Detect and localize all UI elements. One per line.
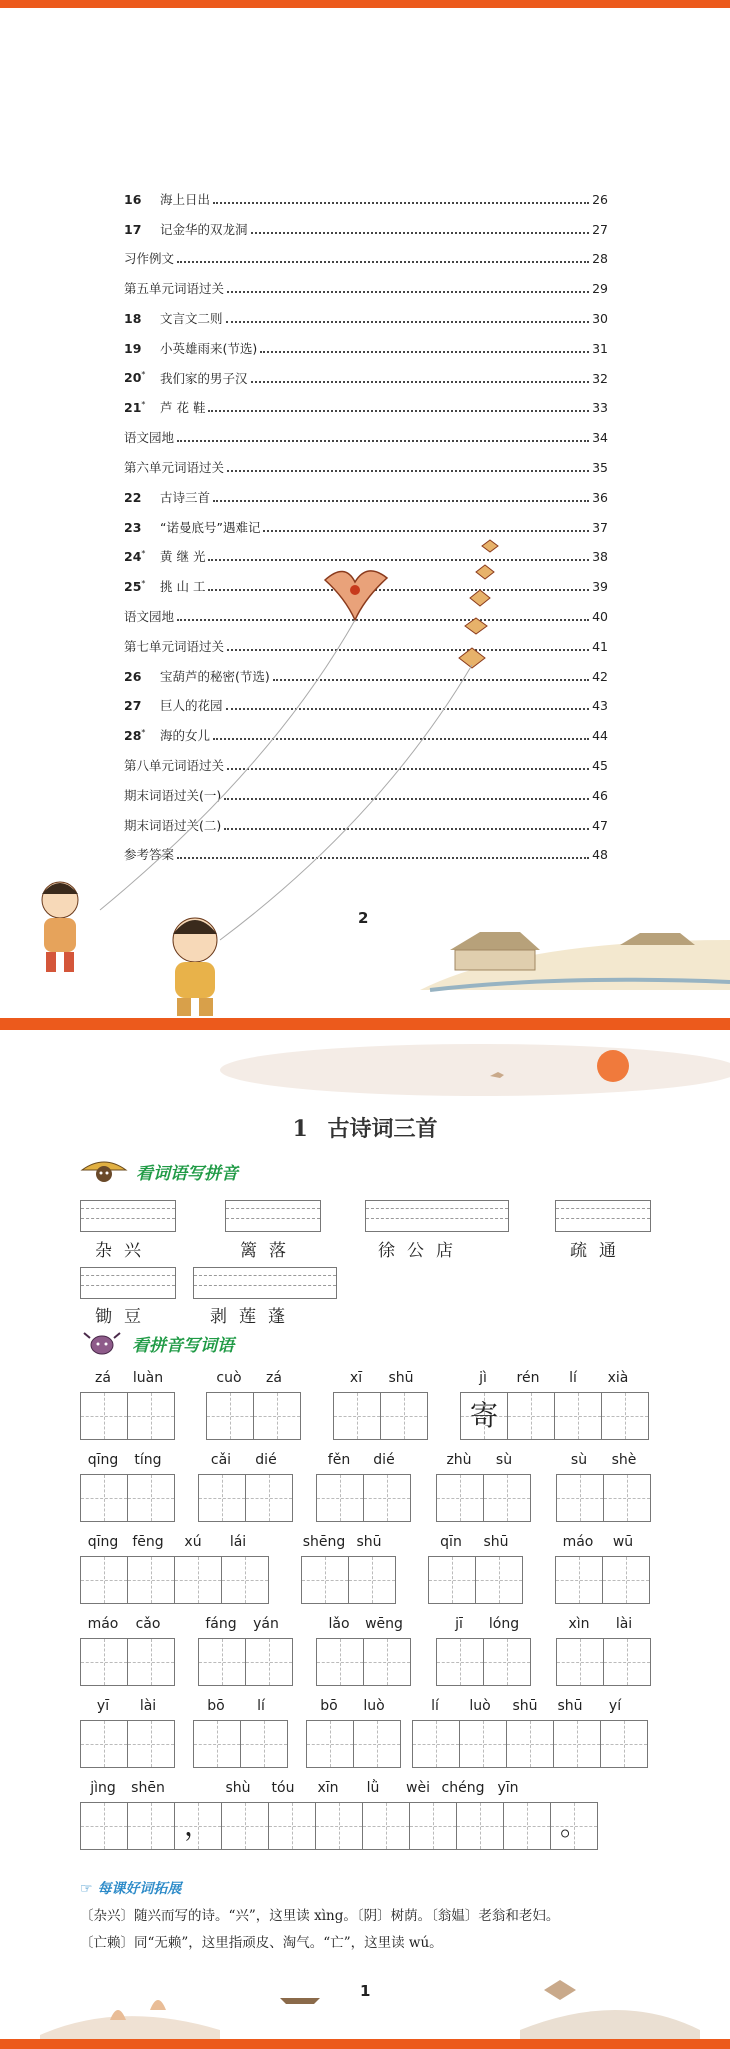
character-writing-cell[interactable] bbox=[198, 1638, 246, 1686]
pinyin-label: sù bbox=[570, 1452, 588, 1468]
character-writing-cell[interactable] bbox=[333, 1392, 381, 1440]
character-writing-cell[interactable]: 寄 bbox=[460, 1392, 508, 1440]
character-writing-cell[interactable] bbox=[348, 1556, 396, 1604]
top-border bbox=[0, 0, 730, 8]
pinyin-label: lí bbox=[257, 1698, 265, 1714]
toc-entry-page: 48 bbox=[592, 847, 608, 863]
toc-leader-dots bbox=[251, 232, 589, 234]
header-decoration bbox=[0, 1030, 730, 1100]
toc-entry-title: 小英雄雨来(节选) bbox=[160, 340, 258, 356]
toc-entry-page: 38 bbox=[592, 549, 608, 565]
toc-entry-title: 期末词语过关(一) bbox=[124, 787, 222, 803]
character-writing-cell[interactable] bbox=[601, 1392, 649, 1440]
character-writing-cell[interactable] bbox=[316, 1638, 364, 1686]
toc-entry-title: 语文园地 bbox=[124, 430, 175, 446]
footer-decoration bbox=[0, 1960, 730, 2040]
toc-entry-page: 45 bbox=[592, 757, 608, 773]
pinyin-label: xú bbox=[184, 1534, 202, 1550]
character-writing-cell[interactable] bbox=[363, 1638, 411, 1686]
toc-entry-title: 我们家的男子汉 bbox=[160, 370, 248, 386]
pinyin-label: rén bbox=[516, 1370, 540, 1386]
toc-leader-dots bbox=[213, 500, 589, 502]
vocab-word: 杂兴 bbox=[95, 1241, 153, 1261]
boat-icon bbox=[280, 1998, 320, 2004]
lesson-title-text: 古诗词三首 bbox=[327, 1116, 438, 1142]
toc-entry-title: 黄 继 光 bbox=[160, 549, 206, 565]
vocab-word: 锄豆 bbox=[95, 1307, 153, 1327]
pavilion-icon bbox=[544, 1980, 576, 2000]
toc-entry-page: 28 bbox=[592, 251, 608, 267]
section-title: 看拼音写词语 bbox=[132, 1335, 234, 1356]
character-writing-cell[interactable] bbox=[80, 1802, 128, 1850]
toc-entry-page: 46 bbox=[592, 787, 608, 803]
toc-entry[interactable] bbox=[124, 297, 608, 327]
toc-entry-page: 42 bbox=[592, 668, 608, 684]
toc-entry-number: 17 bbox=[124, 221, 142, 237]
toc-entry-page: 43 bbox=[592, 698, 608, 714]
character-writing-cell[interactable] bbox=[506, 1720, 554, 1768]
toc-entry-number: 25* bbox=[124, 579, 146, 595]
character-writing-cell[interactable] bbox=[409, 1802, 457, 1850]
character-writing-cell[interactable] bbox=[245, 1638, 293, 1686]
optional-star-icon: * bbox=[141, 370, 146, 380]
toc-entry[interactable] bbox=[124, 238, 608, 268]
toc-entry[interactable] bbox=[124, 446, 608, 476]
character-writing-cell[interactable] bbox=[221, 1802, 269, 1850]
character-writing-cell[interactable]: 。 bbox=[550, 1802, 598, 1850]
toc-entry-title: 芦 花 鞋 bbox=[160, 400, 206, 416]
kite-icon bbox=[325, 571, 387, 620]
toc-entry-title: 海的女儿 bbox=[160, 728, 211, 744]
pinyin-label: qīn bbox=[440, 1534, 462, 1550]
character-writing-cell[interactable] bbox=[507, 1392, 555, 1440]
toc-entry-title: 宝葫芦的秘密(节选) bbox=[160, 668, 270, 684]
lesson-page bbox=[0, 1030, 730, 2049]
pinyin-label: jì bbox=[479, 1370, 487, 1386]
toc-entry[interactable] bbox=[124, 357, 608, 387]
toc-entry-title: 第六单元词语过关 bbox=[124, 459, 225, 475]
toc-entry-title: 第八单元词语过关 bbox=[124, 757, 225, 773]
optional-star-icon: * bbox=[141, 727, 146, 737]
pinyin-label: shēn bbox=[131, 1780, 165, 1796]
pinyin-answer-box[interactable] bbox=[80, 1267, 176, 1299]
pinyin-label: lǎo bbox=[328, 1616, 350, 1632]
pinyin-answer-box[interactable] bbox=[193, 1267, 337, 1299]
toc-entry-number: 26 bbox=[124, 668, 142, 684]
character-writing-cell[interactable] bbox=[193, 1720, 241, 1768]
toc-entry[interactable] bbox=[124, 416, 608, 446]
character-writing-cell[interactable] bbox=[127, 1556, 175, 1604]
pinyin-label: xìn bbox=[568, 1616, 590, 1632]
pinyin-label: jī bbox=[455, 1616, 463, 1632]
toc-entry-title: 古诗三首 bbox=[160, 489, 211, 505]
character-writing-cell[interactable] bbox=[80, 1720, 128, 1768]
pinyin-label: lí bbox=[569, 1370, 577, 1386]
character-writing-cell[interactable] bbox=[600, 1720, 648, 1768]
toc-entry-page: 33 bbox=[592, 400, 608, 416]
kite-chain-icon bbox=[459, 540, 498, 668]
page-number: 2 bbox=[358, 909, 369, 927]
pinyin-label: lái bbox=[229, 1534, 247, 1550]
toc-entry-number: 19 bbox=[124, 340, 142, 356]
pinyin-label: lài bbox=[615, 1616, 633, 1632]
character-writing-cell[interactable] bbox=[127, 1802, 175, 1850]
toc-entry-title: 巨人的花园 bbox=[160, 698, 223, 714]
pinyin-label: fēng bbox=[132, 1534, 164, 1550]
toc-entry[interactable] bbox=[124, 387, 608, 417]
toc-entry-page: 37 bbox=[592, 519, 608, 535]
pinyin-label: shū bbox=[356, 1534, 382, 1550]
character-writing-cell[interactable] bbox=[603, 1638, 651, 1686]
vocab-extension-line: 〔亡赖〕同“无赖”，这里指顽皮、淘气。“亡”，这里读 wú。 bbox=[80, 1935, 443, 1951]
toc-entry-title: 第七单元词语过关 bbox=[124, 638, 225, 654]
pinyin-label: qīng bbox=[87, 1452, 119, 1468]
character-writing-cell[interactable] bbox=[602, 1556, 650, 1604]
character-writing-cell[interactable] bbox=[253, 1392, 301, 1440]
character-writing-cell[interactable] bbox=[240, 1720, 288, 1768]
character-writing-cell[interactable] bbox=[268, 1802, 316, 1850]
pinyin-label: lóng bbox=[488, 1616, 520, 1632]
pinyin-label: wū bbox=[612, 1534, 634, 1550]
pinyin-answer-box[interactable] bbox=[555, 1200, 651, 1232]
character-writing-cell[interactable] bbox=[436, 1474, 484, 1522]
toc-leader-dots bbox=[208, 410, 589, 412]
pinyin-label: shè bbox=[611, 1452, 637, 1468]
character-writing-cell[interactable] bbox=[555, 1556, 603, 1604]
pinyin-label: dié bbox=[255, 1452, 277, 1468]
pinyin-label: qīng bbox=[87, 1534, 119, 1550]
toc-entry-page: 40 bbox=[592, 608, 608, 624]
toc-entry-number: 24* bbox=[124, 549, 146, 565]
toc-leader-dots bbox=[251, 381, 589, 383]
vocab-word: 剥莲蓬 bbox=[210, 1307, 297, 1327]
pinyin-label: cǎi bbox=[210, 1452, 232, 1468]
toc-entry-title: 文言文二则 bbox=[160, 310, 223, 326]
page-number: 1 bbox=[360, 1982, 371, 2000]
character-writing-cell[interactable] bbox=[363, 1474, 411, 1522]
sun-icon bbox=[597, 1050, 629, 1082]
pinyin-label: bō bbox=[207, 1698, 225, 1714]
toc-entry-page: 39 bbox=[592, 579, 608, 595]
character-writing-cell[interactable] bbox=[127, 1474, 175, 1522]
pinyin-label: dié bbox=[373, 1452, 395, 1468]
toc-leader-dots bbox=[213, 202, 589, 204]
character-writing-cell[interactable] bbox=[198, 1474, 246, 1522]
pinyin-label: bō bbox=[320, 1698, 338, 1714]
character-writing-cell[interactable] bbox=[556, 1474, 604, 1522]
pinyin-label: shū bbox=[557, 1698, 583, 1714]
vocab-word: 疏通 bbox=[570, 1241, 628, 1261]
vocab-word: 篱落 bbox=[240, 1241, 298, 1261]
pinyin-label: shù bbox=[225, 1780, 251, 1796]
character-writing-cell[interactable]: ， bbox=[174, 1802, 222, 1850]
character-writing-cell[interactable] bbox=[456, 1802, 504, 1850]
toc-entry-number: 28* bbox=[124, 727, 146, 744]
character-writing-cell[interactable] bbox=[206, 1392, 254, 1440]
character-writing-cell[interactable] bbox=[221, 1556, 269, 1604]
pinyin-label: lǜ bbox=[366, 1780, 380, 1796]
character-writing-cell[interactable] bbox=[380, 1392, 428, 1440]
toc-entry-title: “诺曼底号”遇难记 bbox=[160, 519, 261, 535]
toc-entry-number: 18 bbox=[124, 310, 142, 326]
pinyin-label: tóu bbox=[271, 1780, 295, 1796]
character-writing-cell[interactable] bbox=[80, 1638, 128, 1686]
vocab-extension-title: ☞ 每课好词拓展 bbox=[80, 1881, 182, 1897]
toc-entry[interactable] bbox=[124, 208, 608, 238]
vocab-word: 徐公店 bbox=[378, 1241, 465, 1261]
pinyin-answer-box[interactable] bbox=[365, 1200, 509, 1232]
toc-entry-title: 语文园地 bbox=[124, 608, 175, 624]
pinyin-label: shēng bbox=[302, 1534, 346, 1550]
pinyin-label: sù bbox=[495, 1452, 513, 1468]
bottom-border bbox=[0, 2039, 730, 2049]
optional-star-icon: * bbox=[141, 400, 146, 410]
character-writing-cell[interactable] bbox=[80, 1474, 128, 1522]
section-header-write-pinyin bbox=[80, 1158, 238, 1184]
toc-entry[interactable] bbox=[124, 476, 608, 506]
character-writing-cell[interactable] bbox=[127, 1392, 175, 1440]
character-writing-cell[interactable] bbox=[127, 1638, 175, 1686]
pinyin-label: xīn bbox=[317, 1780, 339, 1796]
child-figure-icon bbox=[42, 882, 78, 972]
toc-entry-number: 20* bbox=[124, 370, 146, 386]
toc-entry-number: 21* bbox=[124, 400, 146, 416]
character-writing-cell[interactable] bbox=[301, 1556, 349, 1604]
pointer-hand-icon: ☞ bbox=[80, 1881, 93, 1897]
toc-leader-dots bbox=[260, 351, 589, 353]
toc-entry-number: 16 bbox=[124, 191, 142, 207]
toc-entry-page: 41 bbox=[592, 638, 608, 654]
character-writing-cell[interactable] bbox=[483, 1638, 531, 1686]
character-writing-cell[interactable] bbox=[127, 1720, 175, 1768]
toc-entry-title: 期末词语过关(二) bbox=[124, 817, 222, 833]
toc-entry[interactable] bbox=[124, 327, 608, 357]
character-writing-cell[interactable] bbox=[556, 1638, 604, 1686]
section-title: 看词语写拼音 bbox=[136, 1163, 238, 1184]
toc-entry-title: 海上日出 bbox=[160, 191, 211, 207]
character-hat-icon bbox=[80, 1158, 128, 1184]
pinyin-label: xià bbox=[607, 1370, 629, 1386]
section-header-write-words bbox=[80, 1330, 234, 1356]
landscape-illustration bbox=[420, 932, 730, 990]
character-writing-cell[interactable] bbox=[353, 1720, 401, 1768]
character-writing-cell[interactable] bbox=[80, 1556, 128, 1604]
pinyin-label: luò bbox=[363, 1698, 385, 1714]
character-writing-cell[interactable] bbox=[603, 1474, 651, 1522]
pinyin-label: zá bbox=[266, 1370, 282, 1386]
pinyin-label: jìng bbox=[90, 1780, 116, 1796]
character-writing-cell[interactable] bbox=[306, 1720, 354, 1768]
character-writing-cell[interactable] bbox=[428, 1556, 476, 1604]
character-writing-cell[interactable] bbox=[362, 1802, 410, 1850]
pinyin-label: máo bbox=[562, 1534, 594, 1550]
character-writing-cell[interactable] bbox=[475, 1556, 523, 1604]
vocab-extension-line: 〔杂兴〕随兴而写的诗。“兴”，这里读 xìng。〔阴〕树荫。〔翁媪〕老翁和老妇。 bbox=[80, 1908, 560, 1924]
pinyin-label: lí bbox=[431, 1698, 439, 1714]
pinyin-label: xī bbox=[349, 1370, 363, 1386]
pinyin-label: fěn bbox=[327, 1452, 351, 1468]
bottom-border bbox=[0, 1018, 730, 1030]
lesson-number: 1 bbox=[292, 1116, 308, 1142]
toc-entry-title: 记金华的双龙洞 bbox=[160, 221, 248, 237]
toc-entry-page: 26 bbox=[592, 191, 608, 207]
toc-entry-title: 挑 山 工 bbox=[160, 579, 206, 595]
toc-entry-number: 27 bbox=[124, 698, 142, 714]
character-writing-cell[interactable] bbox=[80, 1392, 128, 1440]
pinyin-label: chéng bbox=[441, 1780, 485, 1796]
pinyin-label: yán bbox=[253, 1616, 279, 1632]
pinyin-label: luàn bbox=[132, 1370, 164, 1386]
pinyin-label: lài bbox=[139, 1698, 157, 1714]
pinyin-answer-box[interactable] bbox=[80, 1200, 176, 1232]
pinyin-label: máo bbox=[87, 1616, 119, 1632]
optional-star-icon: * bbox=[141, 579, 146, 588]
character-writing-cell[interactable] bbox=[459, 1720, 507, 1768]
toc-entry-title: 参考答案 bbox=[124, 847, 175, 863]
toc-entry-number: 22 bbox=[124, 489, 142, 505]
pinyin-label: zá bbox=[95, 1370, 111, 1386]
pinyin-label: cǎo bbox=[135, 1616, 161, 1632]
toc-entry-number: 23 bbox=[124, 519, 142, 535]
pinyin-label: shū bbox=[512, 1698, 538, 1714]
character-writing-cell[interactable] bbox=[483, 1474, 531, 1522]
toc-leader-dots bbox=[227, 470, 589, 472]
kite-illustration bbox=[0, 520, 730, 1020]
toc-leader-dots bbox=[226, 321, 589, 323]
character-writing-cell[interactable] bbox=[554, 1392, 602, 1440]
toc-entry-page: 34 bbox=[592, 430, 608, 446]
character-writing-cell[interactable] bbox=[316, 1474, 364, 1522]
toc-entry-page: 35 bbox=[592, 459, 608, 475]
toc-entry-page: 27 bbox=[592, 221, 608, 237]
character-writing-cell[interactable] bbox=[436, 1638, 484, 1686]
toc-entry-page: 44 bbox=[592, 728, 608, 744]
toc-leader-dots bbox=[227, 291, 589, 293]
character-writing-cell[interactable] bbox=[553, 1720, 601, 1768]
character-writing-cell[interactable] bbox=[503, 1802, 551, 1850]
pinyin-label: shū bbox=[388, 1370, 414, 1386]
pinyin-label: fáng bbox=[205, 1616, 237, 1632]
pinyin-label: tíng bbox=[134, 1452, 162, 1468]
toc-leader-dots bbox=[177, 261, 589, 263]
character-writing-cell[interactable] bbox=[412, 1720, 460, 1768]
lesson-title bbox=[0, 1112, 730, 1143]
pinyin-label: yī bbox=[96, 1698, 110, 1714]
toc-entry[interactable] bbox=[124, 267, 608, 297]
character-writing-cell[interactable] bbox=[315, 1802, 363, 1850]
toc-entry-page: 36 bbox=[592, 489, 608, 505]
toc-entry[interactable] bbox=[124, 178, 608, 208]
pinyin-label: luò bbox=[469, 1698, 491, 1714]
toc-entry-page: 30 bbox=[592, 310, 608, 326]
character-cow-icon bbox=[80, 1330, 124, 1356]
pinyin-label: cuò bbox=[216, 1370, 242, 1386]
toc-entry-page: 32 bbox=[592, 370, 608, 386]
toc-leader-dots bbox=[177, 440, 589, 442]
pinyin-label: wèi bbox=[406, 1780, 430, 1796]
character-writing-cell[interactable] bbox=[174, 1556, 222, 1604]
pinyin-label: shū bbox=[483, 1534, 509, 1550]
toc-entry-page: 29 bbox=[592, 281, 608, 297]
toc-entry-title: 习作例文 bbox=[124, 251, 175, 267]
toc-entry-page: 47 bbox=[592, 817, 608, 833]
pinyin-answer-box[interactable] bbox=[225, 1200, 321, 1232]
toc-entry-title: 第五单元词语过关 bbox=[124, 281, 225, 297]
optional-star-icon: * bbox=[141, 549, 146, 559]
pinyin-label: wēng bbox=[365, 1616, 403, 1632]
character-writing-cell[interactable] bbox=[245, 1474, 293, 1522]
pinyin-label: zhù bbox=[446, 1452, 472, 1468]
pinyin-label: yīn bbox=[497, 1780, 519, 1796]
toc-entry-page: 31 bbox=[592, 340, 608, 356]
pinyin-label: yí bbox=[608, 1698, 622, 1714]
child-figure-icon bbox=[173, 918, 217, 1016]
